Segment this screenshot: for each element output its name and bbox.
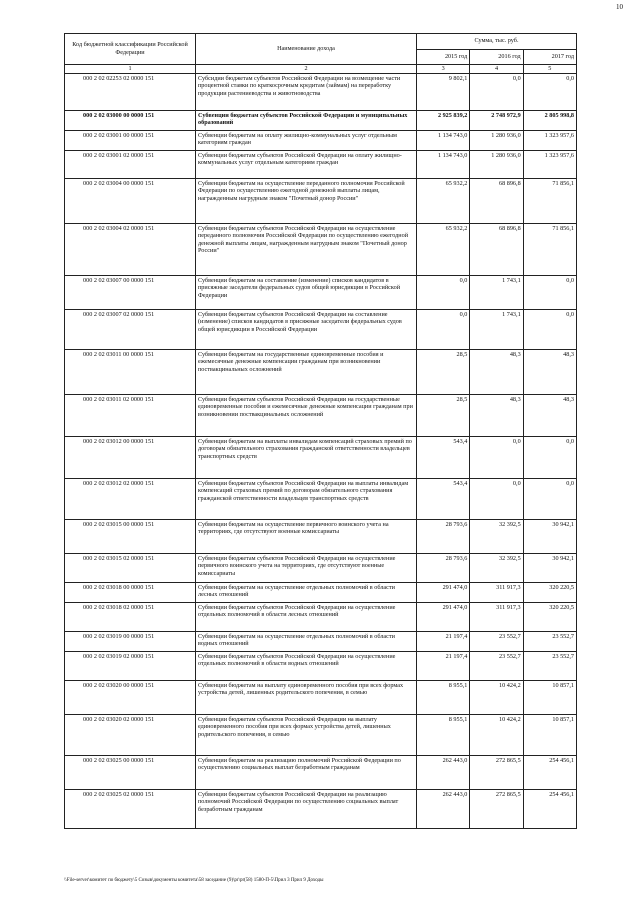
row-name: Субвенции бюджетам на выплату единовременного пособия при всех формах устройства детей, лишенных родительского попечения, в семью: [196, 680, 417, 714]
table-row: [65, 150, 577, 178]
table-row: [65, 651, 577, 680]
table-row: [65, 582, 577, 602]
row-code: 000 2 02 03011 00 0000 151: [65, 349, 196, 394]
row-code: 000 2 02 03025 00 0000 151: [65, 755, 196, 789]
row-code: 000 2 02 03025 02 0000 151: [65, 789, 196, 828]
row-value-2015: 28,5: [417, 349, 470, 394]
table-row: [65, 478, 577, 519]
row-value-2015: 8 955,1: [417, 714, 470, 755]
row-value-2017: 0,0: [523, 436, 576, 478]
col-number: 4: [470, 65, 523, 74]
row-name: Субвенции бюджетам на выплаты инвалидам компенсаций страховых премий по договорам обязательного страхования гражданской ответственности владельцев транспортных средств: [196, 436, 417, 478]
row-value-2017: 320 220,5: [523, 582, 576, 602]
row-value-2017: 0,0: [523, 478, 576, 519]
row-value-2017: 71 856,1: [523, 223, 576, 275]
row-value-2017: 2 805 998,8: [523, 110, 576, 130]
row-value-2016: 10 424,2: [470, 680, 523, 714]
row-value-2016: 311 917,3: [470, 582, 523, 602]
row-code: 000 2 02 03019 02 0000 151: [65, 651, 196, 680]
table-row: [65, 309, 577, 349]
row-code: 000 2 02 03020 02 0000 151: [65, 714, 196, 755]
row-code: 000 2 02 03018 02 0000 151: [65, 602, 196, 631]
row-value-2015: 291 474,0: [417, 582, 470, 602]
row-value-2017: 30 942,1: [523, 519, 576, 553]
row-name: Субвенции бюджетам на государственные единовременные пособия и ежемесячные денежные компенсации гражданам при возникновении поствакцинальных осложнений: [196, 349, 417, 394]
row-code: 000 2 02 03015 00 0000 151: [65, 519, 196, 553]
row-value-2015: 1 134 743,0: [417, 130, 470, 150]
row-value-2016: 1 743,1: [470, 309, 523, 349]
table-row: [65, 631, 577, 651]
row-value-2015: 65 932,2: [417, 178, 470, 223]
row-value-2015: 262 443,0: [417, 789, 470, 828]
row-value-2015: 262 443,0: [417, 755, 470, 789]
row-value-2016: 1 743,1: [470, 275, 523, 309]
table-row: [65, 789, 577, 828]
row-value-2016: 68 896,8: [470, 223, 523, 275]
table-row: [65, 130, 577, 150]
table-row: [65, 680, 577, 714]
row-value-2015: 9 802,1: [417, 73, 470, 110]
row-value-2016: 1 280 936,0: [470, 150, 523, 178]
row-value-2016: 272 865,5: [470, 789, 523, 828]
row-code: 000 2 02 03004 02 0000 151: [65, 223, 196, 275]
row-code: 000 2 02 03018 00 0000 151: [65, 582, 196, 602]
col-number: 3: [417, 65, 470, 74]
row-value-2016: 32 392,5: [470, 519, 523, 553]
row-value-2016: 272 865,5: [470, 755, 523, 789]
table-row: [65, 73, 577, 110]
row-value-2016: 311 917,3: [470, 602, 523, 631]
row-value-2017: 71 856,1: [523, 178, 576, 223]
row-value-2016: 48,3: [470, 394, 523, 436]
row-name: Субвенции бюджетам на осуществление переданного полномочия Российской Федерации по осуществлению ежегодной денежной выплаты лицам, награжденным нагрудным знаком "Почетный донор России": [196, 178, 417, 223]
row-value-2016: 0,0: [470, 478, 523, 519]
row-value-2017: 0,0: [523, 73, 576, 110]
row-value-2016: 68 896,8: [470, 178, 523, 223]
row-value-2016: 48,3: [470, 349, 523, 394]
row-code: 000 2 02 03001 00 0000 151: [65, 130, 196, 150]
row-name: Субвенции бюджетам субъектов Российской Федерации на осуществление отдельных полномочий в области водных отношений: [196, 651, 417, 680]
row-value-2017: 48,3: [523, 394, 576, 436]
row-value-2017: 0,0: [523, 275, 576, 309]
row-value-2017: 30 942,1: [523, 553, 576, 582]
row-value-2015: 1 134 743,0: [417, 150, 470, 178]
row-name: Субсидии бюджетам субъектов Российской Федерации на возмещение части процентной ставки по краткосрочным кредитам (займам) на переработку продукции растениеводства и животноводства: [196, 73, 417, 110]
table-row: [65, 436, 577, 478]
table-row: [65, 394, 577, 436]
row-value-2016: 1 280 936,0: [470, 130, 523, 150]
row-code: 000 2 02 03007 00 0000 151: [65, 275, 196, 309]
row-value-2017: 254 456,1: [523, 789, 576, 828]
row-value-2017: 10 857,1: [523, 714, 576, 755]
row-value-2015: 65 932,2: [417, 223, 470, 275]
col-number: 5: [523, 65, 576, 74]
row-value-2015: 8 955,1: [417, 680, 470, 714]
row-code: 000 2 02 03004 00 0000 151: [65, 178, 196, 223]
row-value-2015: 0,0: [417, 309, 470, 349]
row-code: 000 2 02 03000 00 0000 151: [65, 110, 196, 130]
row-name: Субвенции бюджетам субъектов Российской Федерации на государственные единовременные пособия и ежемесячные денежные компенсации гражданам при возникновении поствакцинальных осложнений: [196, 394, 417, 436]
row-name: Субвенции бюджетам субъектов Российской Федерации на осуществление переданного полномочия Российской Федерации по осуществлению ежегодной денежной выплаты лицам, награжденным нагрудным знаком "Почетный донор России": [196, 223, 417, 275]
row-value-2015: 2 925 839,2: [417, 110, 470, 130]
row-code: 000 2 02 03011 02 0000 151: [65, 394, 196, 436]
row-name: Субвенции бюджетам на реализацию полномочий Российской Федерации по осуществлению социальных выплат безработным гражданам: [196, 755, 417, 789]
header-sum: Сумма, тыс. руб.: [417, 34, 577, 50]
header-year-2015: 2015 год: [417, 49, 470, 65]
row-code: 000 2 02 03012 02 0000 151: [65, 478, 196, 519]
table-row: [65, 110, 577, 130]
header-name: Наименование дохода: [196, 34, 417, 65]
row-value-2015: 21 197,4: [417, 631, 470, 651]
table-row: [65, 275, 577, 309]
row-value-2015: 543,4: [417, 436, 470, 478]
row-name: Субвенции бюджетам на составление (изменение) списков кандидатов в присяжные заседатели федеральных судов общей юрисдикции в Российской Федерации: [196, 275, 417, 309]
col-number: 1: [65, 65, 196, 74]
row-value-2015: 543,4: [417, 478, 470, 519]
table-row: [65, 519, 577, 553]
row-name: Субвенции бюджетам субъектов Российской Федерации на осуществление первичного воинского учета на территориях, где отсутствуют военные комиссариаты: [196, 553, 417, 582]
row-code: 000 2 02 03019 00 0000 151: [65, 631, 196, 651]
row-code: 000 2 02 02253 02 0000 151: [65, 73, 196, 110]
row-name: Субвенции бюджетам субъектов Российской Федерации на выплаты инвалидам компенсаций страховых премий по договорам обязательного страхования гражданской ответственности владельцев транспортных средств: [196, 478, 417, 519]
row-code: 000 2 02 03012 00 0000 151: [65, 436, 196, 478]
row-value-2017: 320 220,5: [523, 602, 576, 631]
table-header-row: [65, 34, 577, 50]
row-value-2017: 1 323 957,6: [523, 130, 576, 150]
header-year-2016: 2016 год: [470, 49, 523, 65]
row-value-2017: 254 456,1: [523, 755, 576, 789]
row-name: Субвенции бюджетам субъектов Российской Федерации на выплату единовременного пособия при всех формах устройства детей, лишенных родительского попечения, в семью: [196, 714, 417, 755]
table-row: [65, 349, 577, 394]
row-value-2015: 291 474,0: [417, 602, 470, 631]
row-name: Субвенции бюджетам на осуществление отдельных полномочий в области водных отношений: [196, 631, 417, 651]
row-code: 000 2 02 03007 02 0000 151: [65, 309, 196, 349]
row-value-2017: 48,3: [523, 349, 576, 394]
row-value-2016: 23 552,7: [470, 651, 523, 680]
row-value-2015: 28 793,6: [417, 553, 470, 582]
col-number: 2: [196, 65, 417, 74]
row-value-2016: 32 392,5: [470, 553, 523, 582]
table-row: [65, 602, 577, 631]
table-row: [65, 755, 577, 789]
row-code: 000 2 02 03001 02 0000 151: [65, 150, 196, 178]
row-name: Субвенции бюджетам субъектов Российской Федерации на оплату жилищно-коммунальных услуг отдельным категориям граждан: [196, 150, 417, 178]
row-code: 000 2 02 03015 02 0000 151: [65, 553, 196, 582]
table-row: [65, 553, 577, 582]
row-code: 000 2 02 03020 00 0000 151: [65, 680, 196, 714]
row-name: Субвенции бюджетам на осуществление первичного воинского учета на территориях, где отсутствуют военные комиссариаты: [196, 519, 417, 553]
row-name: Субвенции бюджетам на оплату жилищно-коммунальных услуг отдельным категориям граждан: [196, 130, 417, 150]
column-numbers-row: [65, 65, 577, 74]
row-value-2016: 0,0: [470, 436, 523, 478]
row-name: Субвенции бюджетам субъектов Российской Федерации и муниципальных образований: [196, 110, 417, 130]
row-value-2016: 0,0: [470, 73, 523, 110]
row-value-2017: 23 552,7: [523, 651, 576, 680]
row-name: Субвенции бюджетам субъектов Российской Федерации на составление (изменение) списков кандидатов в присяжные заседатели федеральных судов общей юрисдикции в Российской Федерации: [196, 309, 417, 349]
table-row: [65, 178, 577, 223]
row-value-2017: 10 857,1: [523, 680, 576, 714]
table-body: [65, 73, 577, 828]
row-value-2015: 28 793,6: [417, 519, 470, 553]
header-code: Код бюджетной классификации Российской Федерации: [65, 34, 196, 65]
row-name: Субвенции бюджетам субъектов Российской Федерации на реализацию полномочий Российской Федерации по осуществлению социальных выплат безработным гражданам: [196, 789, 417, 828]
revenue-table: [64, 33, 577, 829]
row-value-2017: 0,0: [523, 309, 576, 349]
row-value-2016: 2 748 972,9: [470, 110, 523, 130]
row-value-2017: 1 323 957,6: [523, 150, 576, 178]
row-value-2015: 21 197,4: [417, 651, 470, 680]
header-year-2017: 2017 год: [523, 49, 576, 65]
row-value-2015: 28,5: [417, 394, 470, 436]
row-value-2017: 23 552,7: [523, 631, 576, 651]
file-path-footer: \\File-server\комитет по бюджету\5 Созыв\документы комитета\58 заседание (9)\pr\pr(58) 1580-П-5\Прил 3 Прил 9 Доходы: [64, 878, 324, 883]
table-row: [65, 223, 577, 275]
row-value-2016: 10 424,2: [470, 714, 523, 755]
row-name: Субвенции бюджетам субъектов Российской Федерации на осуществление отдельных полномочий в области лесных отношений: [196, 602, 417, 631]
row-value-2015: 0,0: [417, 275, 470, 309]
page-number: 10: [616, 3, 623, 11]
table-row: [65, 714, 577, 755]
row-value-2016: 23 552,7: [470, 631, 523, 651]
row-name: Субвенции бюджетам на осуществление отдельных полномочий в области лесных отношений: [196, 582, 417, 602]
